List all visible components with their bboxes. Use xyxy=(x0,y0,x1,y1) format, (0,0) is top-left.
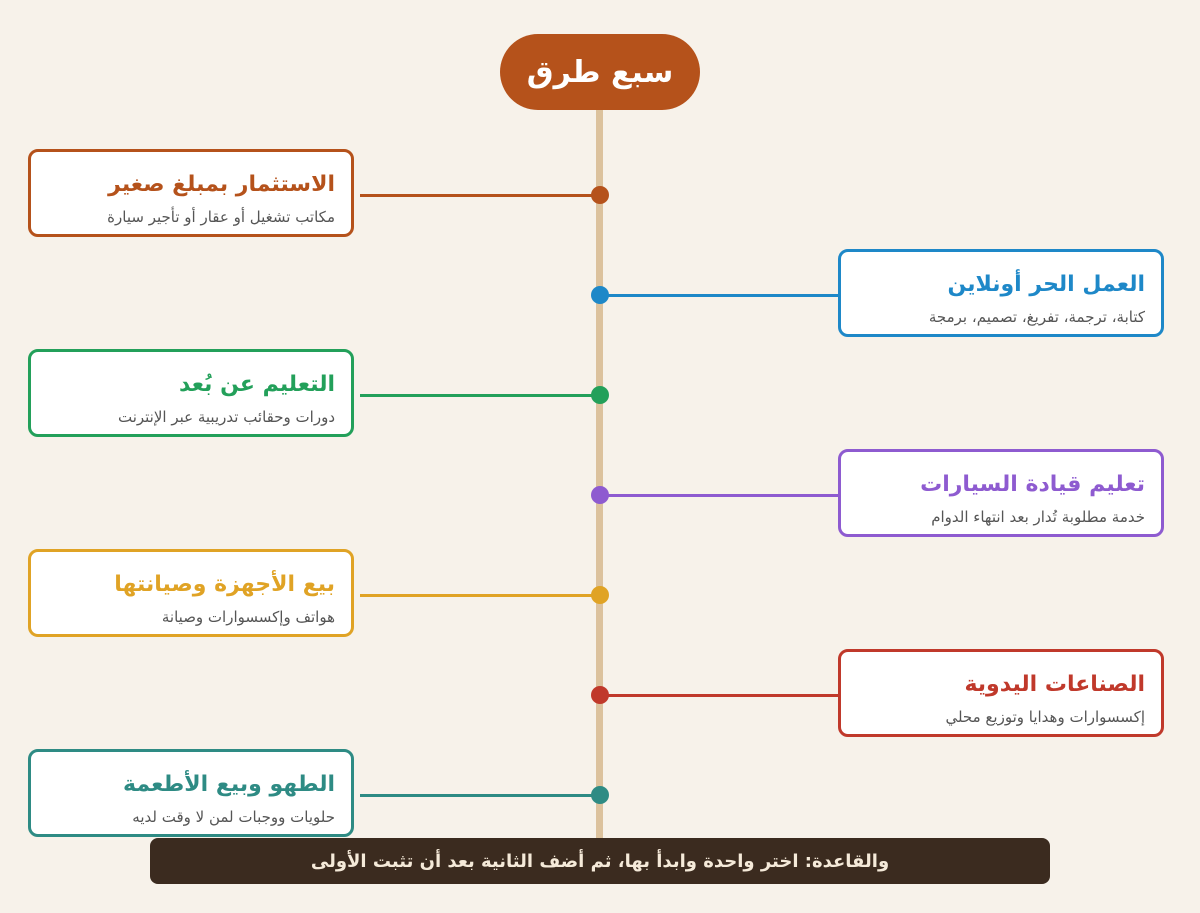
step-desc-6: حلويات ووجبات لمن لا وقت لديه xyxy=(132,808,335,826)
connector-1 xyxy=(600,294,840,297)
connector-2 xyxy=(360,394,600,397)
step-title-4: بيع الأجهزة وصيانتها xyxy=(114,572,335,597)
step-title-3: تعليم قيادة السيارات xyxy=(920,472,1145,497)
step-desc-0: مكاتب تشغيل أو عقار أو تأجير سيارة xyxy=(107,208,335,226)
rule-banner: والقاعدة: اختر واحدة وابدأ بها، ثم أضف الثانية بعد أن تثبت الأولى xyxy=(150,838,1050,884)
step-card-3 xyxy=(838,449,1164,537)
timeline-dot-5 xyxy=(591,686,609,704)
step-desc-1: كتابة، ترجمة، تفريغ، تصميم، برمجة xyxy=(928,308,1145,326)
timeline-dot-2 xyxy=(591,386,609,404)
step-card-2 xyxy=(28,349,354,437)
step-desc-3: خدمة مطلوبة تُدار بعد انتهاء الدوام xyxy=(931,508,1145,526)
timeline-spine xyxy=(596,100,603,860)
timeline-dot-1 xyxy=(591,286,609,304)
step-card-4 xyxy=(28,549,354,637)
step-title-5: الصناعات اليدوية xyxy=(964,672,1145,697)
step-title-2: التعليم عن بُعد xyxy=(179,372,335,397)
timeline-dot-3 xyxy=(591,486,609,504)
step-card-6 xyxy=(28,749,354,837)
diagram-title: سبع طرق xyxy=(500,34,700,110)
step-card-1 xyxy=(838,249,1164,337)
step-desc-4: هواتف وإكسسوارات وصيانة xyxy=(161,608,335,626)
connector-6 xyxy=(360,794,600,797)
step-desc-2: دورات وحقائب تدريبية عبر الإنترنت xyxy=(117,408,335,426)
step-title-0: الاستثمار بمبلغ صغير xyxy=(108,172,335,197)
timeline-dot-0 xyxy=(591,186,609,204)
connector-3 xyxy=(600,494,840,497)
connector-0 xyxy=(360,194,600,197)
timeline-dot-6 xyxy=(591,786,609,804)
step-card-5 xyxy=(838,649,1164,737)
timeline-dot-4 xyxy=(591,586,609,604)
step-card-0 xyxy=(28,149,354,237)
connector-5 xyxy=(600,694,840,697)
step-desc-5: إكسسوارات وهدايا وتوزيع محلي xyxy=(945,708,1145,726)
connector-4 xyxy=(360,594,600,597)
step-title-6: الطهو وبيع الأطعمة xyxy=(123,772,335,797)
step-title-1: العمل الحر أونلاين xyxy=(947,272,1145,297)
